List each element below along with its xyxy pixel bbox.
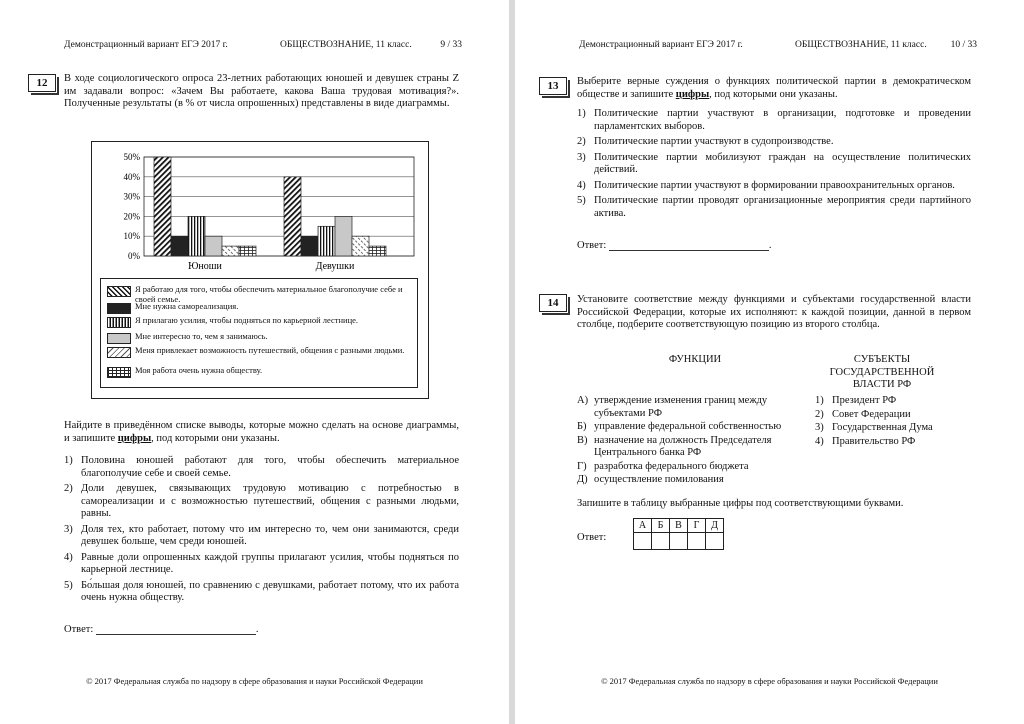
item-text: управление федеральной собственностью	[594, 421, 782, 432]
q12-options	[64, 455, 459, 608]
q13-options	[577, 108, 971, 223]
q14-subject-item-4	[815, 436, 975, 449]
page-footer: © 2017 Федеральная служба по надзору в сфере образования и науки Российской Федерации	[86, 676, 423, 686]
bar-vert-1	[188, 216, 205, 256]
header-exam: Демонстрационный вариант ЕГЭ 2017 г.	[579, 40, 743, 50]
answer-letter-2: Б	[652, 519, 670, 533]
q14-functions-list	[577, 395, 807, 488]
q13-intro-post: , под которыми они указаны.	[709, 88, 838, 100]
legend-label: Мне интересно то, чем я занимаюсь.	[135, 331, 268, 341]
q12-task-pre: Найдите в приведённом списке выводы, которые можно сделать на основе диаграммы, и запишите	[64, 420, 459, 444]
option-number: 5)	[577, 195, 586, 206]
q12-option-3	[64, 524, 459, 549]
answer-cell-4[interactable]	[688, 533, 706, 550]
q12-answer: Ответ: .	[64, 624, 259, 635]
q14-function-item-2	[577, 421, 807, 434]
q13-option-3	[577, 152, 971, 177]
option-number: 1)	[64, 455, 73, 466]
item-text: разработка федерального бюджета	[594, 460, 749, 472]
option-number: 4)	[577, 179, 586, 191]
q14-answer-table	[625, 518, 724, 550]
bar-dash-2	[352, 236, 369, 256]
q12-task	[64, 420, 459, 445]
legend-swatch	[107, 303, 131, 314]
option-text: Политические партии участвуют в организации, подготовке и проведении парламентских выборов.	[594, 108, 971, 132]
header-subject: ОБЩЕСТВОЗНАНИЕ, 11 класс.	[795, 40, 927, 50]
q13-intro-pre: Выберите верные суждения о функциях политической партии в демократическом обществе и запишите	[577, 76, 971, 100]
y-tick-label: 40%	[123, 171, 140, 182]
bar-gray-2	[335, 216, 352, 256]
spacer	[625, 519, 634, 533]
y-tick-label: 10%	[123, 231, 140, 242]
question-number-12: 12	[28, 74, 56, 92]
item-text: Государственная Дума	[832, 422, 933, 433]
item-marker: Г)	[577, 460, 587, 472]
legend-label: Моя работа очень нужна обществу.	[135, 365, 263, 375]
q14-answer-label: Ответ:	[577, 532, 607, 543]
q12-task-bold: цифры	[117, 432, 152, 444]
item-marker: 1)	[815, 395, 824, 406]
bar-black-1	[171, 236, 188, 256]
q14-function-item-5	[577, 474, 807, 487]
option-text: Политические партии мобилизуют граждан на осуществление политических действий.	[594, 151, 971, 175]
option-number: 4)	[64, 551, 73, 563]
item-marker: 2)	[815, 408, 824, 420]
option-text: Доля тех, кто работает, потому что им интересно то, чем они занимаются, среди девушек больше, чем среди юношей.	[81, 523, 459, 547]
q13-answer-field[interactable]	[609, 250, 769, 251]
spacer	[625, 533, 634, 550]
header-exam: Демонстрационный вариант ЕГЭ 2017 г.	[64, 40, 228, 50]
item-text: Президент РФ	[832, 395, 897, 406]
item-text: назначение на должность Председателя Центрального банка РФ	[594, 434, 772, 458]
legend-label: Мне нужна самореализация.	[135, 301, 239, 311]
legend-swatch	[107, 367, 131, 378]
page-9	[0, 0, 509, 724]
bar-dash-1	[222, 246, 239, 256]
q14-function-item-4	[577, 461, 807, 474]
q12-option-2	[64, 483, 459, 521]
answer-cell-5[interactable]	[706, 533, 724, 550]
legend-label: Я работаю для того, чтобы обеспечить материальное благополучие себе и своей семье.	[135, 284, 403, 304]
question-number-13: 13	[539, 77, 567, 95]
header-page-number: 9 / 33	[440, 40, 462, 50]
q13-intro	[577, 76, 971, 101]
chart-plot	[92, 142, 428, 274]
bar-black-2	[301, 236, 318, 256]
answer-letter-4: Г	[688, 519, 706, 533]
q12-intro: В ходе социологического опроса 23-летних работающих юношей и девушек страны Z им задавали вопрос: «Зачем Вы работаете, какова Ваша трудовая мотивация?». Полученные результаты (в % от числа опрошенных) представлены в виде диаграммы.	[64, 73, 459, 109]
q14-subjects-list	[815, 395, 975, 449]
item-marker: А)	[577, 395, 589, 406]
y-tick-label: 0%	[128, 251, 140, 261]
answer-letters-row	[625, 519, 724, 533]
item-marker: В)	[577, 434, 588, 446]
legend-label: Меня привлекает возможность путешествий, общения с разными людьми.	[135, 345, 405, 355]
question-number-14: 14	[539, 294, 567, 312]
bar-gray-1	[205, 236, 222, 256]
q14-col-subjects: СУБЪЕКТЫ ГОСУДАРСТВЕННОЙ ВЛАСТИ РФ	[829, 354, 935, 390]
answer-letter-5: Д	[706, 519, 724, 533]
option-text: Политические партии проводят организационные мероприятия среди партийного актива.	[594, 195, 971, 219]
page-footer: © 2017 Федеральная служба по надзору в сфере образования и науки Российской Федерации	[601, 676, 938, 686]
q12-answer-field[interactable]	[96, 634, 256, 635]
q14-instruction: Запишите в таблицу выбранные цифры под соответствующими буквами.	[577, 498, 904, 509]
bar-brick-1	[239, 246, 256, 256]
bar-hatch-2	[284, 177, 301, 256]
q12-option-5	[64, 580, 459, 605]
q12-task-post: , под которыми они указаны.	[151, 432, 280, 444]
item-text: Совет Федерации	[832, 408, 911, 420]
bar-chart	[91, 141, 429, 399]
option-text: Бо́льшая доля юношей, по сравнению с девушками, работает потому, что их работа очень нужна обществу.	[81, 579, 459, 603]
q14-function-item-1	[577, 395, 807, 420]
header-subject: ОБЩЕСТВОЗНАНИЕ, 11 класс.	[280, 40, 412, 50]
q14-subject-item-1	[815, 395, 975, 408]
y-tick-label: 30%	[123, 191, 140, 202]
q13-answer: Ответ: .	[577, 240, 772, 251]
bar-vert-2	[318, 226, 335, 256]
answer-cell-1[interactable]	[634, 533, 652, 550]
option-number: 2)	[64, 483, 73, 494]
answer-cell-2[interactable]	[652, 533, 670, 550]
q13-option-5	[577, 195, 971, 220]
page-10	[515, 0, 1024, 724]
option-text: Политические партии участвуют в формировании правоохранительных органов.	[594, 179, 955, 191]
q14-subject-item-2	[815, 409, 975, 422]
q12-option-1	[64, 455, 459, 480]
option-text: Половина юношей работают для того, чтобы обеспечить материальное благополучие себе и своей семье.	[81, 455, 459, 479]
option-number: 3)	[577, 151, 586, 163]
item-text: осуществление помилования	[594, 474, 724, 485]
y-tick-label: 50%	[123, 152, 140, 162]
item-marker: Д)	[577, 474, 588, 485]
q14-subject-item-3	[815, 422, 975, 435]
item-text: Правительство РФ	[832, 435, 916, 447]
y-tick-label: 20%	[123, 211, 140, 222]
legend-entry-6	[107, 366, 413, 384]
q13-option-1	[577, 108, 971, 133]
bar-hatch-1	[154, 157, 171, 256]
x-tick-label: Юноши	[188, 261, 222, 272]
header-page-number: 10 / 33	[950, 40, 977, 50]
answer-letter-1: А	[634, 519, 652, 533]
option-number: 3)	[64, 523, 73, 535]
q13-option-4	[577, 180, 971, 193]
item-marker: Б)	[577, 421, 587, 432]
item-marker: 3)	[815, 422, 824, 433]
q12-option-4	[64, 552, 459, 577]
item-text: утверждение изменения границ между субъектами РФ	[594, 395, 768, 419]
option-text: Политические партии участвуют в судопроизводстве.	[594, 136, 834, 147]
q14-col-functions: ФУНКЦИИ	[668, 354, 722, 365]
chart-legend	[100, 278, 418, 388]
q14-function-item-3	[577, 435, 807, 460]
legend-label: Я прилагаю усилия, чтобы подняться по карьерной лестнице.	[135, 315, 359, 325]
answer-cell-3[interactable]	[670, 533, 688, 550]
legend-entry-5	[107, 346, 413, 364]
option-number: 2)	[577, 136, 586, 147]
legend-swatch	[107, 286, 131, 297]
legend-swatch	[107, 317, 131, 328]
q12-answer-label: Ответ:	[64, 624, 94, 635]
option-text: Доли девушек, связывающих трудовую мотивацию с потребностью в самореализации и с возможностью путешествий, общения с разными людьми, равны.	[81, 483, 459, 519]
option-number: 5)	[64, 579, 73, 591]
q13-option-2	[577, 136, 971, 149]
legend-swatch	[107, 347, 131, 358]
option-number: 1)	[577, 108, 586, 119]
q14-intro: Установите соответствие между функциями и субъектами государственной власти Российской Федерации, которые их исполняют: к каждой позиции, данной в первом столбце, подберите соответствующую позицию из второго столбца.	[577, 294, 971, 330]
x-tick-label: Девушки	[315, 261, 355, 272]
legend-swatch	[107, 333, 131, 344]
answer-digits-row	[625, 533, 724, 550]
answer-letter-3: В	[670, 519, 688, 533]
q13-answer-label: Ответ:	[577, 240, 607, 251]
item-marker: 4)	[815, 435, 824, 447]
q13-intro-bold: цифры	[675, 88, 710, 100]
option-text: Равные доли опрошенных каждой группы прилагают усилия, чтобы подняться по карьерной лестнице.	[81, 551, 459, 575]
bar-brick-2	[369, 246, 386, 256]
